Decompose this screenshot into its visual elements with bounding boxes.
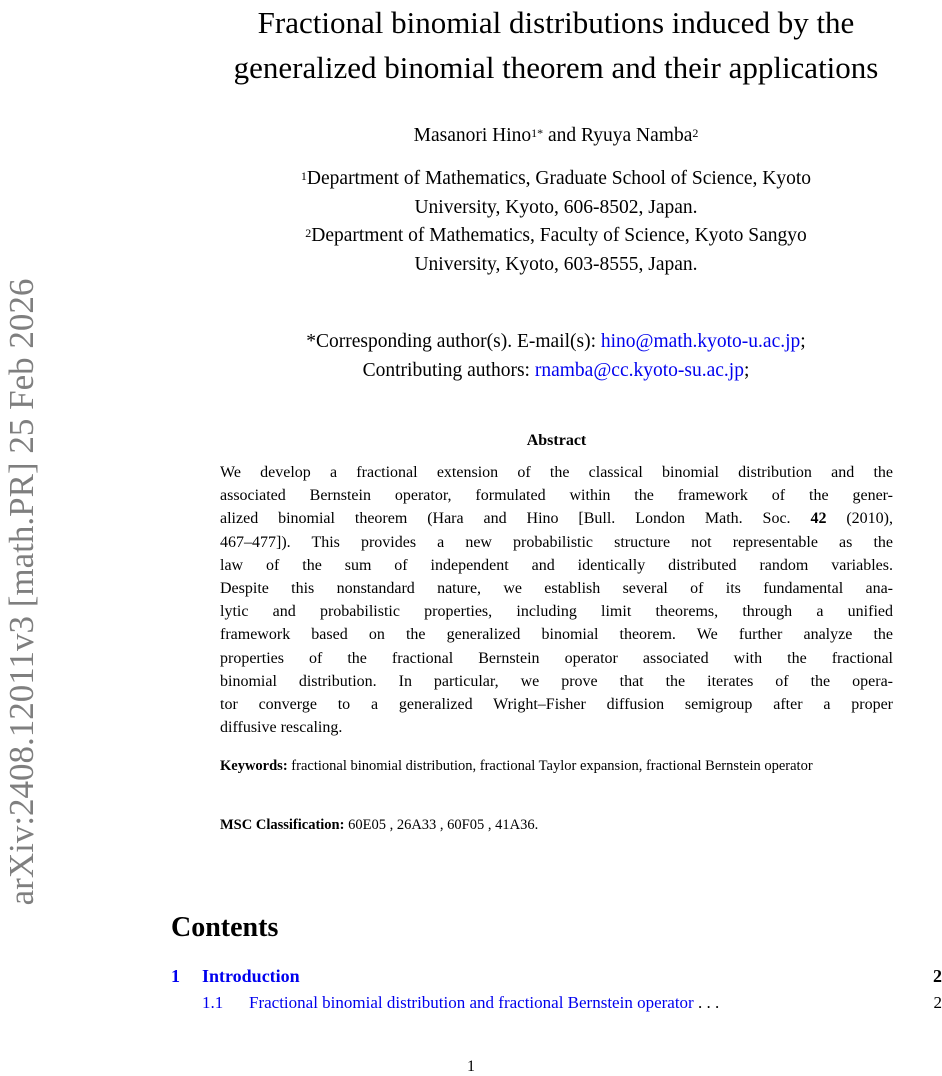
affiliation-line: University, Kyoto, 603-8555, Japan. [414, 253, 698, 275]
author-name: Ryuya Namba [581, 125, 693, 146]
toc-page: 2 [933, 966, 942, 986]
abstract-line: We develop a fractional extension of the classical binomial distribution and the [220, 464, 893, 481]
toc-title-link[interactable]: Introduction [202, 966, 300, 986]
affiliation [170, 165, 942, 194]
text: (2010), [826, 510, 894, 528]
toc-title-link[interactable]: Fractional binomial distribution and fractional Bernstein operator [249, 993, 694, 1012]
author-sup: 1* [531, 126, 544, 140]
abstract-line: lytic and probabilistic properties, including limit theorems, through a unified [220, 603, 893, 621]
authors [170, 122, 942, 151]
msc-label: MSC Classification: [220, 817, 345, 833]
affiliation-sup: 1 [300, 169, 307, 183]
volume-number: 42 [810, 510, 827, 528]
text: alized binomial theorem (Hara and Hino [Bull. London Math. Soc. [220, 510, 811, 528]
author-name: Masanori Hino [413, 125, 532, 146]
affiliation-line: Department of Mathematics, Faculty of Science, Kyoto Sangyo [311, 225, 807, 246]
abstract-line: binomial distribution. In particular, we prove that the iterates of the opera- [220, 672, 893, 690]
toc-dots: . . . [693, 993, 720, 1012]
affiliation-sup: 2 [305, 226, 312, 240]
abstract-line: Despite this nonstandard nature, we establish several of its fundamental ana- [220, 579, 893, 597]
affiliations [170, 165, 942, 279]
abstract-line: law of the sum of independent and identically distributed random variables. [220, 556, 893, 574]
punct: ; [743, 359, 750, 381]
punct: ; [800, 331, 806, 352]
msc-classification [220, 817, 538, 834]
corresponding-label: *Corresponding author(s). E-mail(s): [306, 331, 601, 352]
toc-number[interactable]: 1.1 [202, 993, 224, 1012]
page-number: 1 [467, 1058, 475, 1075]
abstract-line: properties of the fractional Bernstein operator associated with the fractional [220, 649, 893, 667]
keywords-text: fractional binomial distribution, fractional Taylor expansion, fractional Bernstein operator [287, 758, 813, 774]
toc-number[interactable]: 1 [171, 966, 180, 986]
abstract-line: diffusive rescaling. [220, 719, 343, 737]
affiliation [170, 222, 942, 251]
arxiv-stamp: arXiv:2408.12011v3 [math.PR] 25 Feb 2026 [2, 278, 41, 906]
toc-page: 2 [933, 993, 942, 1012]
keywords-label: Keywords: [220, 758, 288, 774]
paper-title [170, 0, 942, 90]
contents-heading: Contents [171, 912, 279, 943]
abstract-line: 467–477]). This provides a new probabilistic structure not representable as the [220, 533, 893, 551]
abstract-line: tor converge to a generalized Wright–Fisher diffusion semigroup after a proper [220, 695, 893, 713]
abstract-heading: Abstract [526, 432, 587, 449]
and-text: and [543, 125, 582, 146]
author-sup: 2 [692, 126, 699, 140]
title-line: Fractional binomial distributions induced by the [257, 5, 855, 40]
title-line: generalized binomial theorem and their applications [233, 50, 879, 85]
abstract-line: associated Bernstein operator, formulated within the framework of the gener- [220, 487, 893, 505]
contributing-label: Contributing authors: [362, 359, 535, 381]
msc-text: 60E05 , 26A33 , 60F05 , 41A36. [344, 817, 539, 833]
abstract-line [220, 507, 893, 530]
email-link[interactable]: hino@math.kyoto-u.ac.jp [600, 331, 801, 352]
keywords [220, 756, 893, 776]
abstract-line: framework based on the generalized binomial theorem. We further analyze the [220, 626, 893, 644]
affiliation-line: Department of Mathematics, Graduate School of Science, Kyoto [306, 168, 812, 189]
correspondence [170, 328, 942, 385]
abstract-body [220, 461, 893, 739]
contrib-email-link[interactable]: rnamba@cc.kyoto-su.ac.jp [534, 359, 744, 381]
affiliation-line: University, Kyoto, 606-8502, Japan. [414, 196, 698, 218]
